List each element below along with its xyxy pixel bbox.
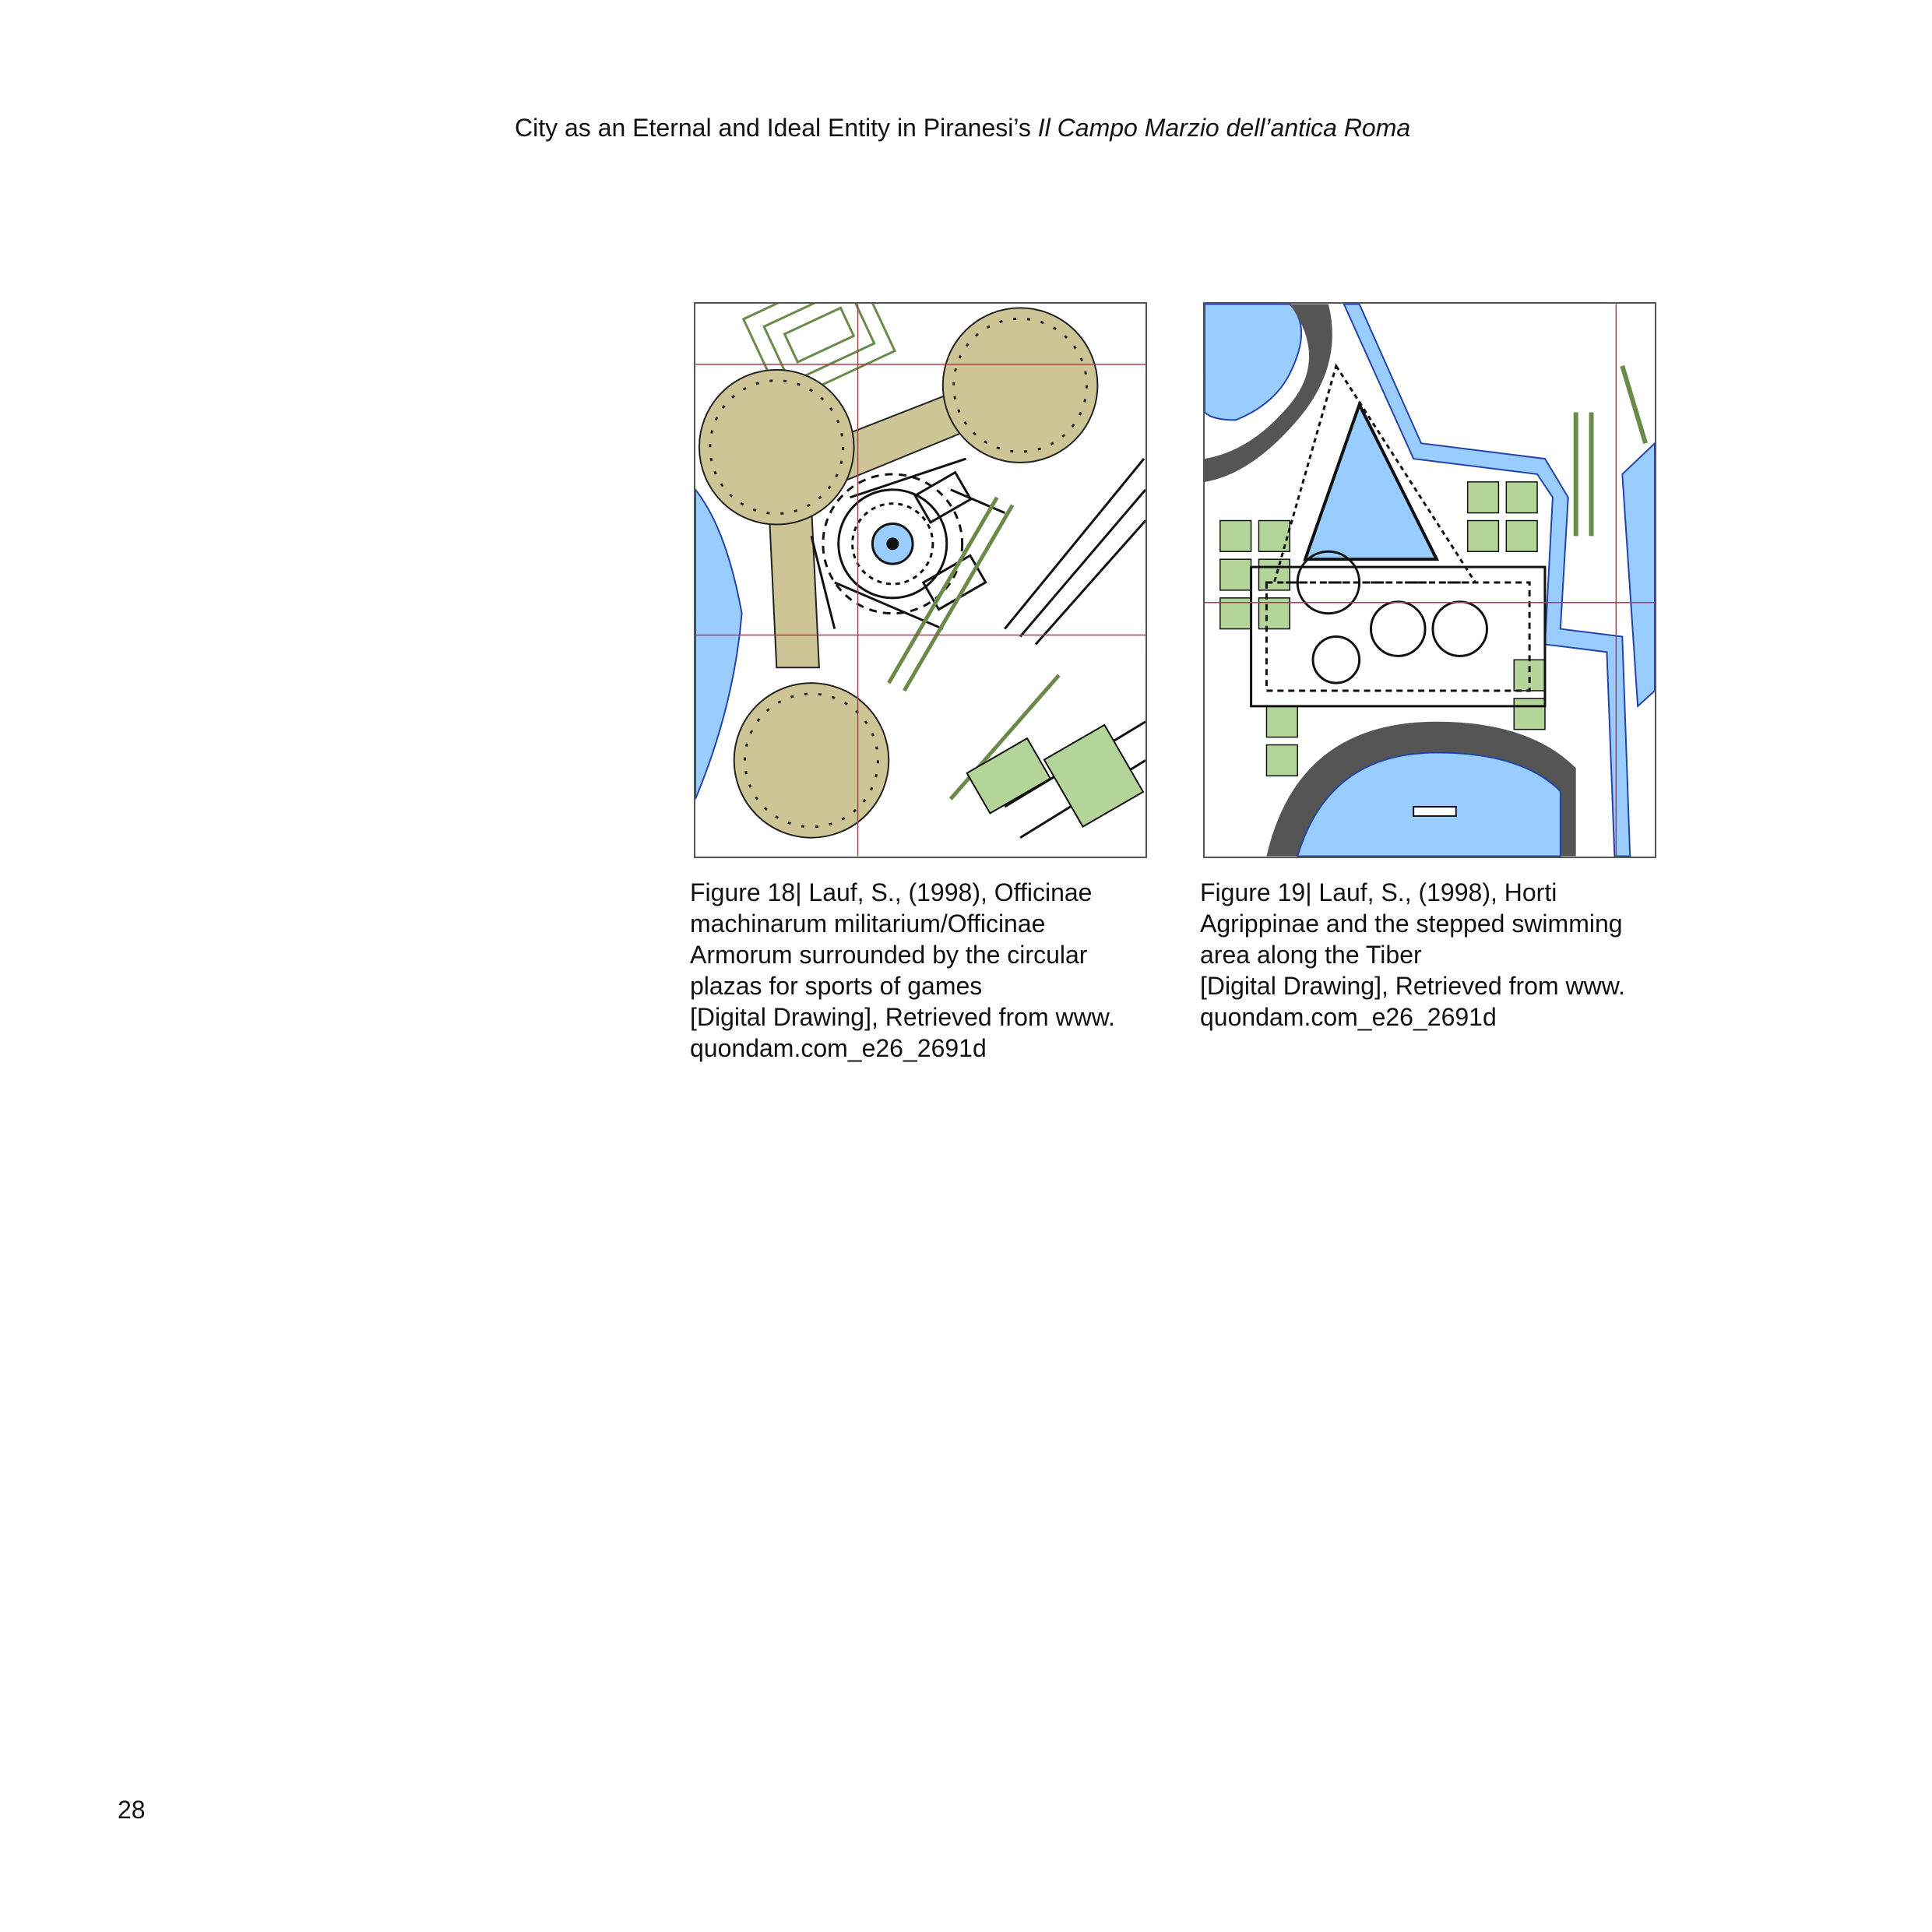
caption-line: Armorum surrounded by the circular bbox=[690, 941, 1088, 969]
caption-line: Figure 19| Lauf, S., (1998), Horti bbox=[1200, 878, 1557, 906]
caption-line: area along the Tiber bbox=[1200, 941, 1422, 969]
running-header bbox=[515, 112, 1527, 143]
header-title-italic: Il Campo Marzio dell’antica Roma bbox=[1037, 114, 1411, 142]
caption-line: quondam.com_e26_2691d bbox=[690, 1034, 987, 1062]
caption-line: quondam.com_e26_2691d bbox=[1200, 1003, 1497, 1031]
figure-19-caption bbox=[1200, 877, 1667, 1033]
caption-line: [Digital Drawing], Retrieved from www. bbox=[1200, 972, 1625, 1000]
page-number: 28 bbox=[118, 1796, 146, 1824]
caption-line: Agrippinae and the stepped swimming bbox=[1200, 910, 1623, 938]
caption-line: [Digital Drawing], Retrieved from www. bbox=[690, 1003, 1115, 1031]
figure-18-caption bbox=[690, 877, 1157, 1064]
figure-19-image bbox=[1203, 302, 1656, 858]
header-title-plain: City as an Eternal and Ideal Entity in Piranesi’s bbox=[515, 114, 1038, 142]
caption-line: Figure 18| Lauf, S., (1998), Officinae bbox=[690, 878, 1093, 906]
caption-line: machinarum militarium/Officinae bbox=[690, 910, 1046, 938]
caption-line: plazas for sports of games bbox=[690, 972, 983, 1000]
figure-18-image bbox=[694, 302, 1147, 858]
